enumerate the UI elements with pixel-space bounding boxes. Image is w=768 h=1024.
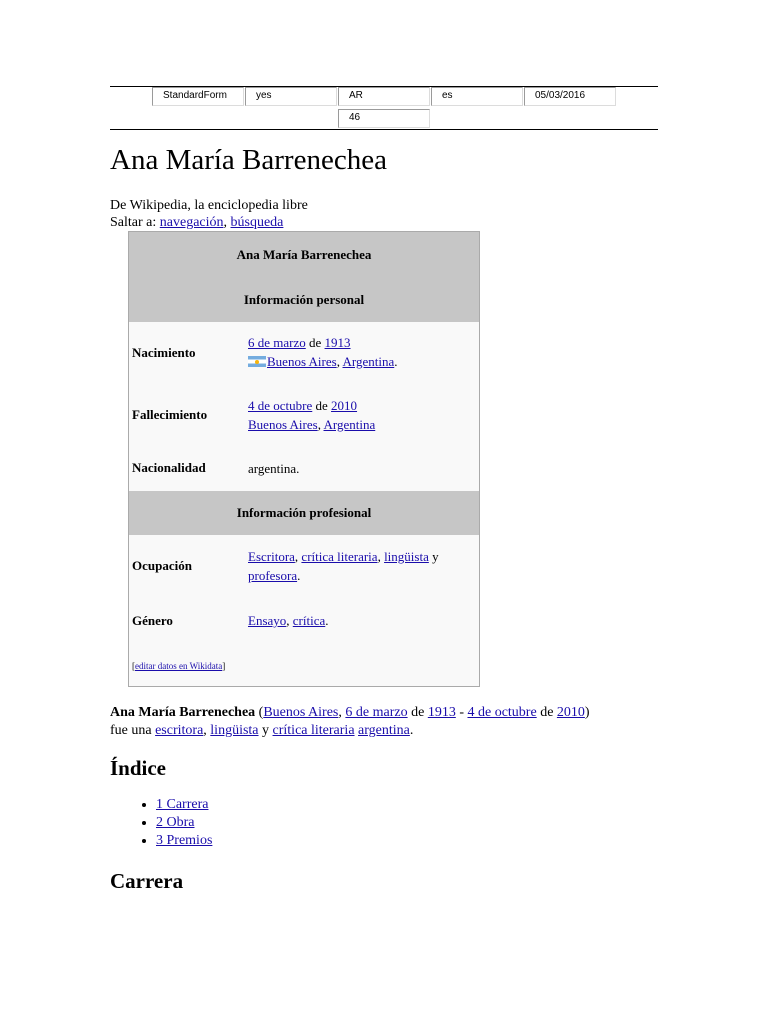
birth-label: Nacimiento — [132, 345, 196, 360]
occupation-and: y — [428, 549, 439, 564]
toc-heading: Índice — [110, 756, 167, 780]
occupation-teacher-link[interactable]: profesora — [248, 568, 298, 583]
intro-critic-link[interactable]: crítica literaria — [272, 723, 355, 738]
death-comma: , — [317, 417, 324, 432]
toc-item — [156, 814, 212, 832]
toc-list — [110, 796, 212, 850]
infobox — [128, 231, 480, 687]
wikidata-edit-link[interactable]: editar datos en Wikidata — [135, 661, 223, 671]
intro-argentina-link[interactable]: argentina — [358, 723, 410, 738]
meta-cell-date: 05/03/2016 — [524, 87, 616, 106]
intro-y: y — [258, 723, 273, 738]
jump-search-link[interactable]: búsqueda — [230, 215, 284, 230]
meta-cell-count: 46 — [338, 109, 430, 128]
intro-paragraph — [110, 704, 670, 740]
intro-birth-year-link[interactable]: 1913 — [427, 705, 456, 720]
nationality-value: argentina. — [248, 461, 300, 476]
intro-death-year-link[interactable]: 2010 — [556, 705, 585, 720]
intro-dash: - — [455, 705, 468, 720]
toc-link-carrera[interactable]: 1 Carrera — [156, 797, 209, 812]
toc-link-premios[interactable]: 3 Premios — [156, 833, 213, 848]
site-subtitle: De Wikipedia, la enciclopedia libre — [110, 198, 308, 213]
intro-c1: , — [338, 705, 346, 720]
birth-day-link[interactable]: 6 de marzo — [248, 335, 306, 350]
intro-birth-day-link[interactable]: 6 de marzo — [345, 705, 408, 720]
meta-table-bottom-rule — [110, 129, 658, 130]
occupation-sep2: , — [377, 549, 385, 564]
meta-cell-form: StandardForm — [152, 87, 244, 106]
intro-c2: , — [203, 723, 211, 738]
genre-label: Género — [132, 613, 173, 628]
nationality-label: Nacionalidad — [132, 460, 206, 475]
intro-linguist-link[interactable]: lingüista — [210, 723, 259, 738]
occupation-writer-link[interactable]: Escritora — [248, 549, 295, 564]
jump-separator: , — [223, 215, 231, 230]
infobox-personal-header: Información personal — [129, 278, 479, 322]
occupation-label: Ocupación — [132, 558, 192, 573]
intro-end: . — [409, 723, 414, 738]
birth-dot: . — [394, 354, 398, 369]
birth-de: de — [305, 335, 325, 350]
death-country-link[interactable]: Argentina — [323, 417, 376, 432]
death-de: de — [312, 398, 332, 413]
wikidata-edit — [132, 661, 225, 671]
genre-sep: , — [286, 613, 293, 628]
intro-death-day-link[interactable]: 4 de octubre — [467, 705, 537, 720]
toc-item — [156, 832, 212, 850]
page-title: Ana María Barrenechea — [110, 144, 387, 176]
genre-essay-link[interactable]: Ensayo — [248, 613, 287, 628]
intro-close: ) — [584, 705, 590, 720]
meta-cell-country: AR — [338, 87, 430, 106]
infobox-professional-header: Información profesional — [129, 491, 479, 535]
birth-year-link[interactable]: 1913 — [324, 335, 351, 350]
birth-city-link[interactable]: Buenos Aires — [267, 354, 337, 369]
edit-close-bracket: ] — [222, 661, 226, 671]
intro-de1: de — [407, 705, 428, 720]
birth-value — [248, 333, 398, 371]
jump-links — [110, 214, 283, 232]
intro-writer-link[interactable]: escritora — [155, 723, 204, 738]
occupation-value — [248, 547, 473, 585]
occupation-end: . — [297, 568, 301, 583]
genre-criticism-link[interactable]: crítica — [292, 613, 326, 628]
edit-open-bracket: [ — [132, 661, 135, 671]
jump-navigation-link[interactable]: navegación — [159, 215, 224, 230]
toc-item — [156, 796, 212, 814]
genre-end: . — [325, 613, 329, 628]
death-label: Fallecimiento — [132, 407, 208, 422]
death-day-link[interactable]: 4 de octubre — [248, 398, 313, 413]
intro-name: Ana María Barrenechea — [110, 705, 256, 720]
death-value — [248, 396, 375, 434]
genre-value — [248, 611, 329, 630]
meta-cell-language: es — [431, 87, 523, 106]
occupation-critic-link[interactable]: crítica literaria — [301, 549, 378, 564]
birth-comma: , — [336, 354, 343, 369]
death-year-link[interactable]: 2010 — [331, 398, 358, 413]
occupation-sep1: , — [294, 549, 302, 564]
argentina-flag-icon — [248, 356, 266, 367]
intro-de2: de — [536, 705, 557, 720]
intro-fue: fue una — [110, 723, 156, 738]
intro-city-link[interactable]: Buenos Aires — [263, 705, 339, 720]
infobox-title: Ana María Barrenechea — [129, 232, 479, 278]
meta-cell-flag: yes — [245, 87, 337, 106]
toc-link-obra[interactable]: 2 Obra — [156, 815, 195, 830]
jump-prefix: Saltar a: — [110, 215, 160, 230]
section-heading-carrera: Carrera — [110, 869, 184, 893]
death-city-link[interactable]: Buenos Aires — [248, 417, 318, 432]
occupation-linguist-link[interactable]: lingüista — [384, 549, 429, 564]
intro-open: ( — [255, 705, 264, 720]
birth-country-link[interactable]: Argentina — [342, 354, 395, 369]
